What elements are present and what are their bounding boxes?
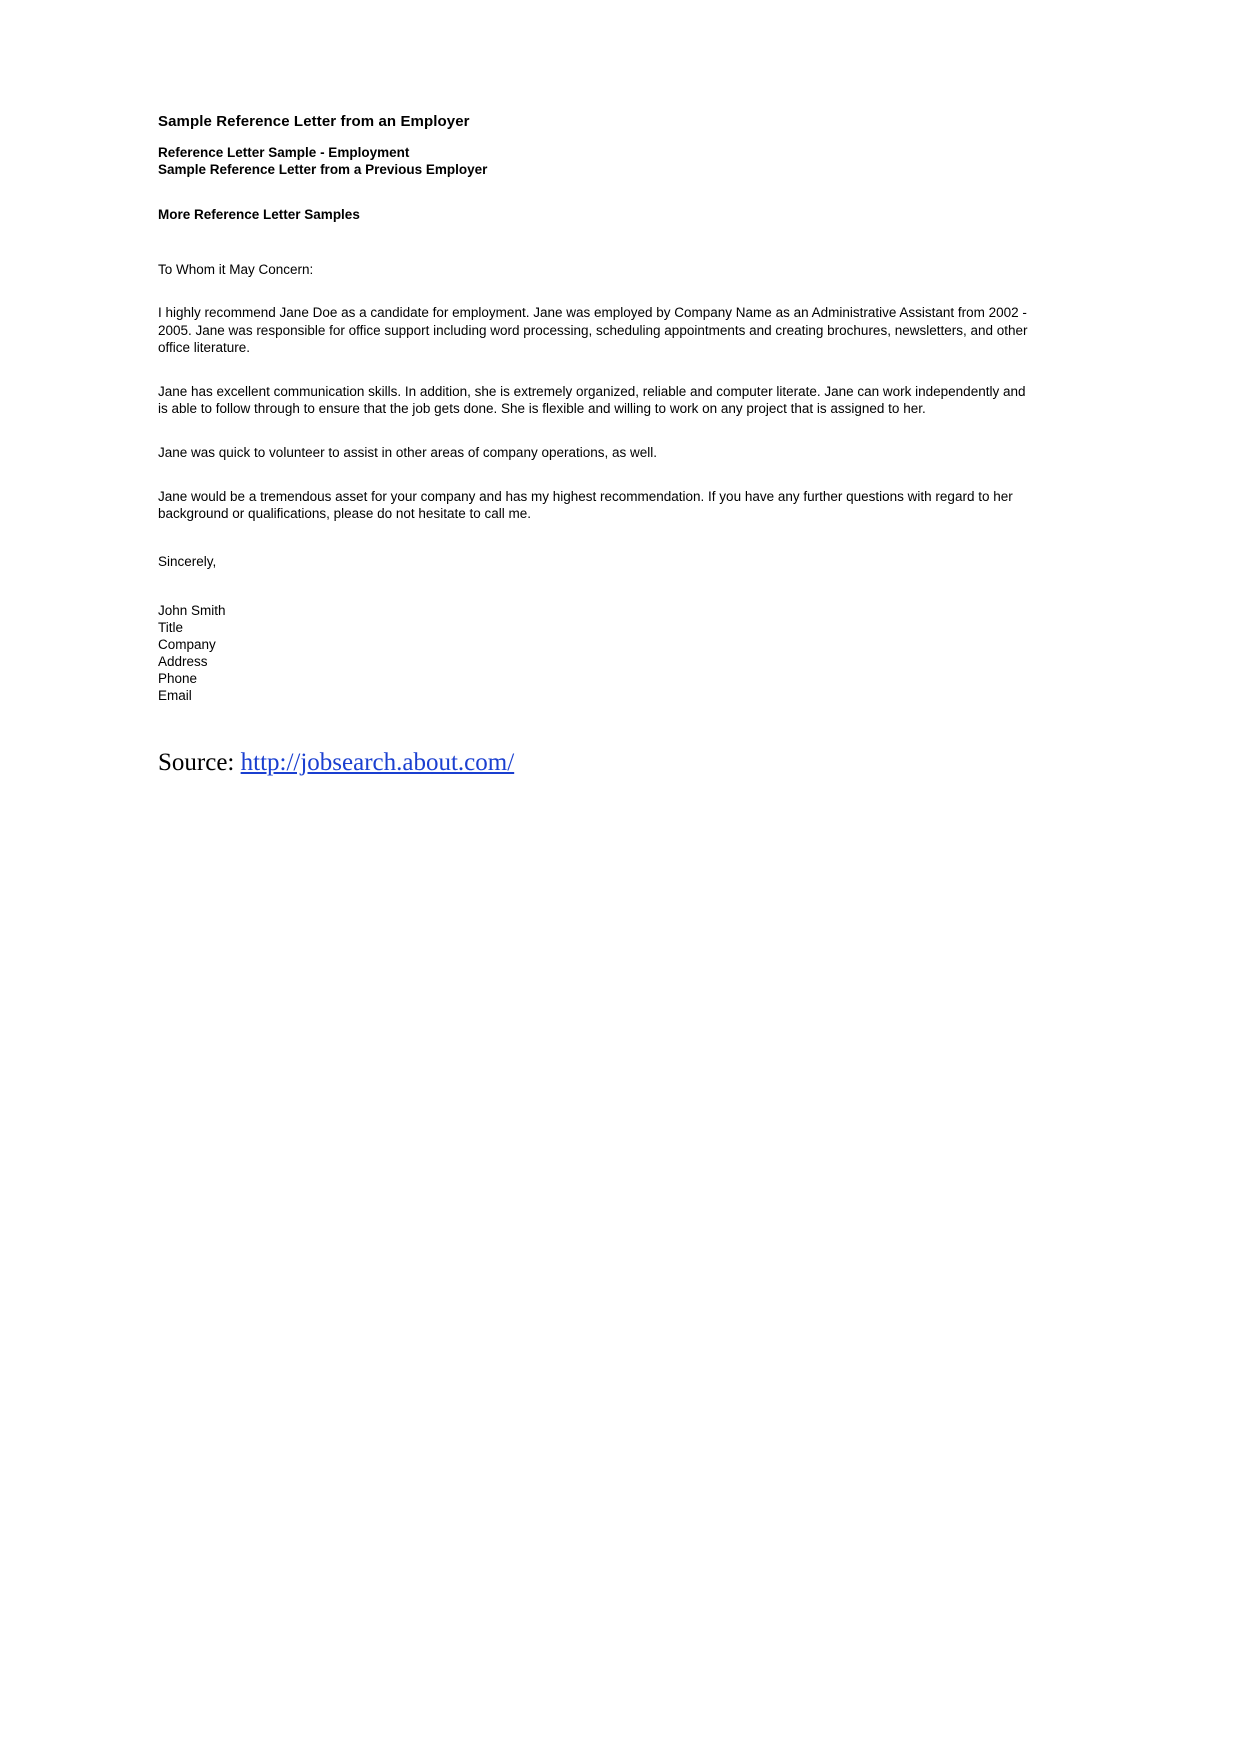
section-heading-more-samples: More Reference Letter Samples bbox=[158, 207, 360, 222]
signature-email: Email bbox=[158, 687, 192, 703]
letter-paragraph-2: Jane has excellent communication skills. In addition, she is extremely organized, reliable and computer literate. Jane can work independently and is able to follow through to ensure that the job gets done. She is flexible and willing to work on any project that is assigned to her. bbox=[158, 383, 1026, 417]
subheading-group bbox=[158, 144, 1038, 178]
signature-company: Company bbox=[158, 636, 216, 652]
source-label: Source: bbox=[158, 749, 235, 776]
source-attribution bbox=[158, 748, 514, 778]
signature-name: John Smith bbox=[158, 602, 226, 618]
signature-title: Title bbox=[158, 619, 184, 635]
signature-block bbox=[158, 602, 1038, 704]
page-title: Sample Reference Letter from an Employer bbox=[158, 113, 470, 130]
letter-salutation: To Whom it May Concern: bbox=[158, 262, 314, 277]
subheading-2: Sample Reference Letter from a Previous Employer bbox=[158, 162, 488, 177]
letter-paragraph-1: I highly recommend Jane Doe as a candidate for employment. Jane was employed by Company Name as an Administrative Assistant from 2002 - 2005. Jane was responsible for office support including word processing, scheduling appointments and creating brochures, newsletters, and other office literature. bbox=[158, 305, 1028, 356]
source-link[interactable]: http://jobsearch.about.com/ bbox=[240, 749, 515, 776]
letter-closing: Sincerely, bbox=[158, 553, 217, 569]
letter-paragraph-4: Jane would be a tremendous asset for your company and has my highest recommendation. If you have any further questions with regard to her background or qualifications, please do not hesitate to call me. bbox=[158, 488, 1013, 522]
signature-address: Address bbox=[158, 653, 208, 669]
signature-phone: Phone bbox=[158, 670, 198, 686]
letter-paragraph-3: Jane was quick to volunteer to assist in other areas of company operations, as well. bbox=[158, 444, 658, 460]
letter-body bbox=[158, 112, 1038, 704]
subheading-1: Reference Letter Sample - Employment bbox=[158, 145, 410, 160]
